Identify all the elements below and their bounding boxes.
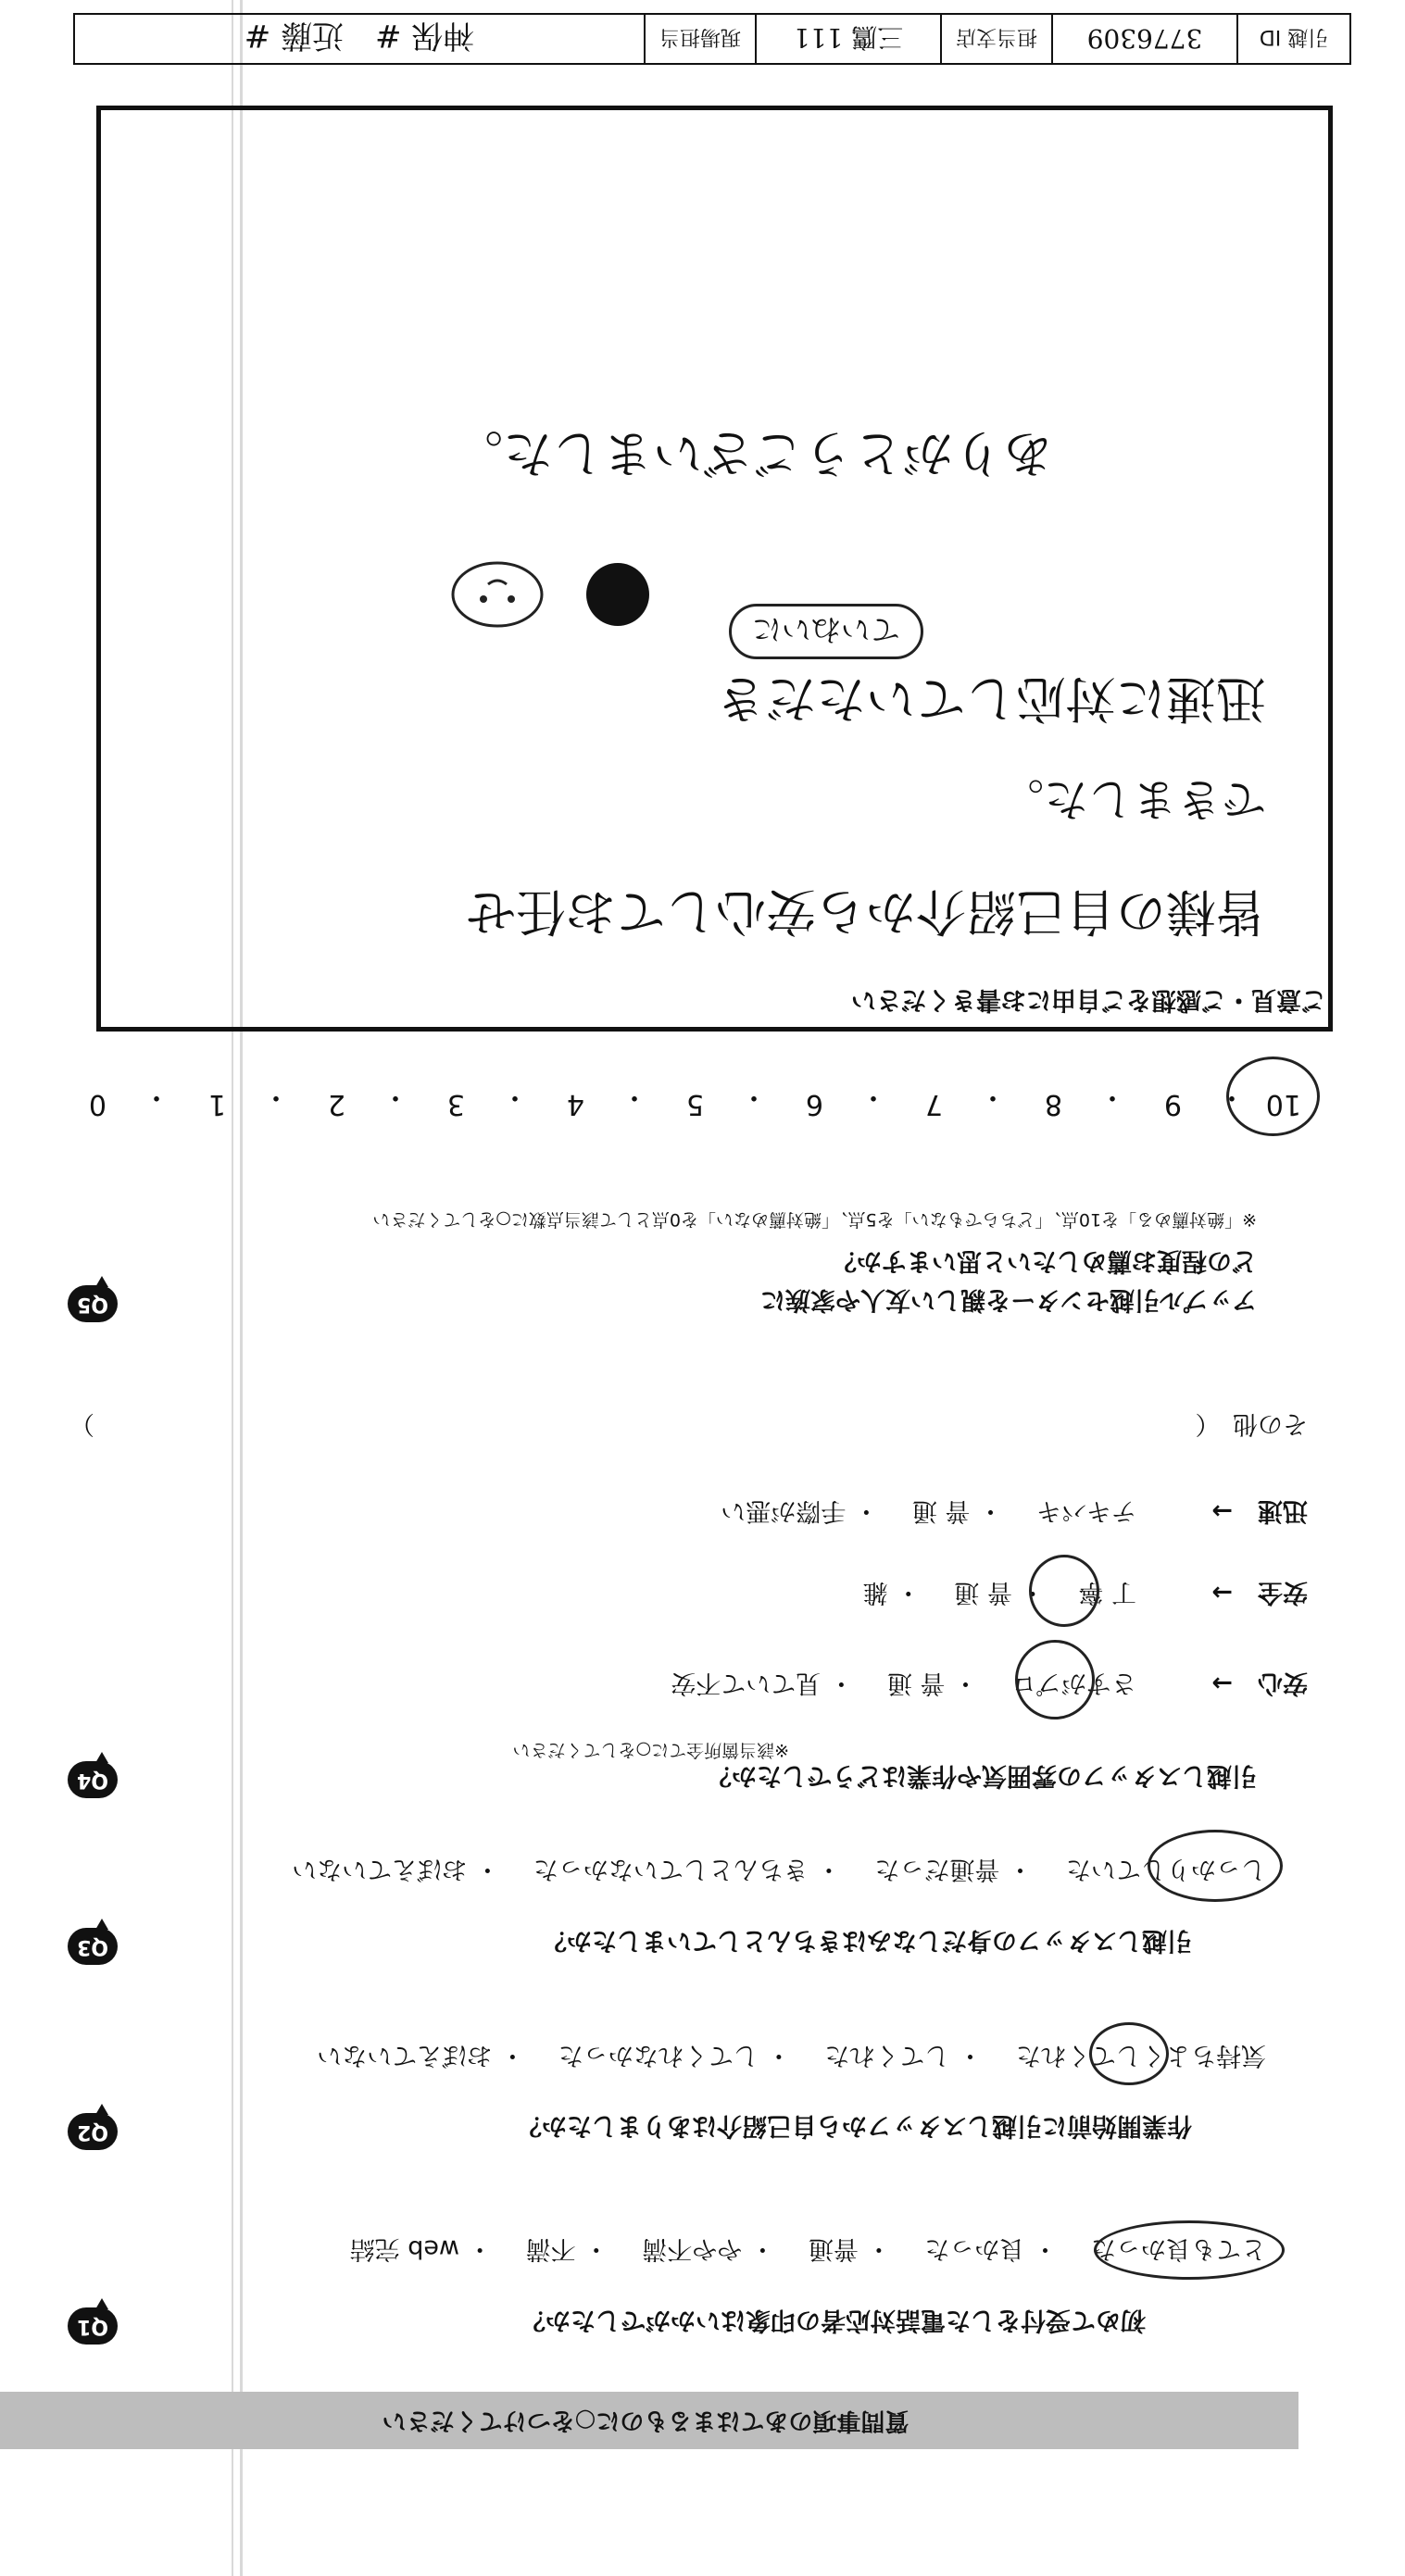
staff-value: 神保 # 近藤 #	[75, 15, 646, 63]
q5-separator: ・	[501, 1081, 529, 1113]
q4-other-label: その他 （	[1195, 1409, 1308, 1438]
q4-option[interactable]: 普 通	[911, 1496, 971, 1525]
q5-score-option[interactable]: 4	[566, 1088, 584, 1120]
selection-circle	[1148, 1830, 1283, 1902]
q1-badge: Q1	[68, 2307, 118, 2345]
q5-separator: ・	[1218, 1081, 1246, 1113]
q1-option[interactable]: 不満	[525, 2234, 576, 2263]
q4-option[interactable]: 普 通	[886, 1669, 946, 1697]
q3-option[interactable]: おぼえていない	[292, 1855, 468, 1883]
q5-question-line1: アップル引越センターを親しい友人や家族に	[760, 1285, 1257, 1314]
q1-option[interactable]: とても良かった	[1091, 2234, 1266, 2263]
branch-value: 三鷹 111	[757, 15, 942, 63]
q4-option[interactable]: 手際が悪い	[721, 1496, 847, 1525]
q4-option[interactable]: テキパキ	[1036, 1496, 1136, 1525]
id-label: 引越 ID	[1259, 25, 1329, 49]
q5-badge: Q5	[68, 1285, 118, 1322]
q1-option[interactable]: 良かった	[924, 2234, 1025, 2263]
handwritten-line: できました。	[998, 773, 1266, 825]
q3-option[interactable]: 普通だった	[874, 1855, 1000, 1883]
q3-badge: Q3	[68, 1928, 118, 1965]
q4-option[interactable]: 普 通	[954, 1578, 1012, 1607]
q4-question: 引越しスタッフの雰囲気や作業はどうでしたか？	[707, 1761, 1257, 1790]
q5-score-option[interactable]: 10	[1265, 1088, 1301, 1120]
selection-circle	[1029, 1555, 1099, 1627]
q4-option[interactable]: 見ていて不安	[671, 1669, 822, 1697]
selection-circle	[1094, 2220, 1285, 2280]
q5-score-option[interactable]: 5	[685, 1088, 704, 1120]
q4-row-options: 丁 寧・ 普 通・ 雑	[862, 1578, 1136, 1607]
q3-question: 引越しスタッフの身だしなみはきちんとしていましたか？	[542, 1926, 1192, 1955]
q5-score-option[interactable]: 6	[805, 1088, 823, 1120]
staff-label: 現場担当	[646, 15, 757, 63]
q5-score-option[interactable]: 8	[1044, 1088, 1062, 1120]
q3-option[interactable]: しっかりしていた	[1066, 1855, 1266, 1883]
q1-option[interactable]: web 完結	[349, 2234, 460, 2263]
q5-score-option[interactable]: 1	[207, 1088, 226, 1120]
q5-separator: ・	[859, 1081, 887, 1113]
q1-option[interactable]: 普通	[808, 2234, 859, 2263]
doodle	[433, 540, 673, 645]
q5-score-option[interactable]: 9	[1163, 1088, 1182, 1120]
q4-row-label: 迅速 →	[1211, 1496, 1308, 1525]
handwritten-line: ありがとうございました。	[453, 424, 1053, 482]
branch-label: 担当支店	[942, 15, 1053, 63]
q2-option[interactable]: してくれた	[824, 2041, 950, 2070]
q4-note: ※該当箇所全てに○をしてください	[512, 1740, 789, 1760]
comment-header: ご意見・ご感想をご自由にお書きください	[851, 985, 1326, 1014]
q4-option[interactable]: 丁 寧	[1078, 1578, 1136, 1607]
q5-note: ※「絶対薦める」を10点、「どちらでもない」を5点、「絶対薦めない」を0点として該当点数に○をしてください	[372, 1209, 1257, 1230]
q5-score-option[interactable]: 3	[446, 1088, 465, 1120]
selection-circle	[1089, 2022, 1169, 2085]
q5-score-option[interactable]: 2	[327, 1088, 345, 1120]
q5-separator: ・	[740, 1081, 768, 1113]
q2-option[interactable]: してくれなかった	[558, 2041, 759, 2070]
selection-circle	[1015, 1640, 1095, 1719]
q4-row-label: 安全 →	[1211, 1578, 1308, 1607]
q5-separator: ・	[262, 1081, 290, 1113]
selection-circle	[1226, 1057, 1320, 1136]
q1-option[interactable]: やや不満	[642, 2234, 743, 2263]
q4-other-close: ）	[69, 1409, 94, 1438]
q5-question-line2: どの程度お薦めしたいと思いますか？	[832, 1246, 1257, 1275]
q2-option[interactable]: 気持ちよくしてくれた	[1016, 2041, 1266, 2070]
q1-options: とても良かった・ 良かった・ 普通・ やや不満・ 不満・ web 完結	[349, 2234, 1266, 2263]
q5-score-option[interactable]: 0	[88, 1088, 107, 1120]
handwritten-line: 皆様の自己紹介から安心してお任せ	[466, 882, 1266, 941]
id-value: 3776309	[1053, 15, 1238, 63]
q3-option[interactable]: きちんとしていなかった	[533, 1855, 809, 1883]
q4-option[interactable]: 雑	[862, 1578, 888, 1607]
id-table	[73, 13, 1351, 65]
q4-badge: Q4	[68, 1761, 118, 1798]
q5-separator: ・	[621, 1081, 648, 1113]
q4-row-label: 安心 →	[1211, 1669, 1308, 1697]
q5-separator: ・	[1098, 1081, 1126, 1113]
handwritten-note: ていねいに	[729, 604, 923, 659]
q1-question: 初めて受付をした電話対応者の印象はいかがでしたか？	[521, 2306, 1146, 2334]
q5-score-option[interactable]: 7	[924, 1088, 943, 1120]
handwritten-line: 迅速に対応していただき	[716, 669, 1266, 728]
q2-option[interactable]: おぼえていない	[317, 2041, 493, 2070]
instruction-text: 質問事項のあてはまるものに○をつけてください	[382, 2407, 909, 2434]
q4-row-options: さすがプロ・ 普 通・ 見ていて不安	[671, 1669, 1136, 1697]
q3-options: しっかりしていた・ 普通だった・ きちんとしていなかった・ おぼえていない	[292, 1855, 1266, 1883]
q5-separator: ・	[979, 1081, 1007, 1113]
q2-badge: Q2	[68, 2113, 118, 2150]
q4-row-options: テキパキ・ 普 通・ 手際が悪い	[721, 1496, 1136, 1525]
q5-separator: ・	[143, 1081, 170, 1113]
q2-question: 作業開始前に引越しスタッフから自己紹介はありましたか？	[517, 2111, 1192, 2140]
q4-option[interactable]: さすがプロ	[1011, 1669, 1136, 1697]
q5-separator: ・	[382, 1081, 409, 1113]
q2-options: 気持ちよくしてくれた・ してくれた・ してくれなかった・ おぼえていない	[317, 2041, 1266, 2070]
